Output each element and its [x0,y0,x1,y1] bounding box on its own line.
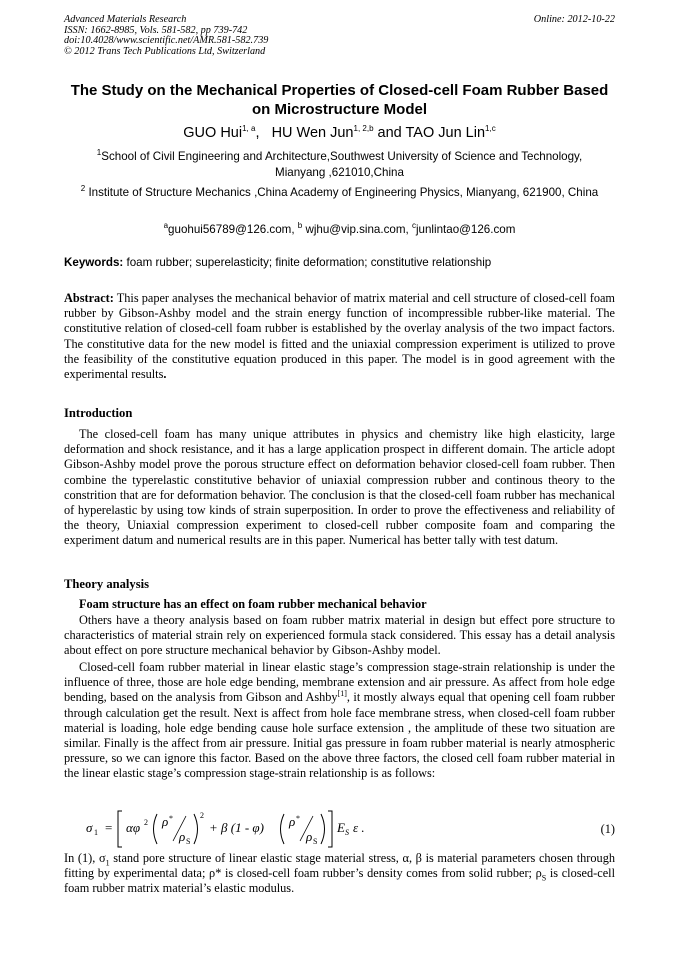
affiliation-2 [72,185,607,201]
abstract-text: This paper analyses the mechanical behavior of matrix material and cell structure of closed-cell foam rubber by Gibson-Ashby model and the strain energy function of incompressible rubber-like material. The constitutive relation of closed-cell foam rubber is established by the overlay analysis of the two impact factors. The constitutive data for the new model is fitted and the uniaxial compression experiment is utilized to prove the feasibility of the constitutive equation produced in this paper. The model is in good agreement with the experimental results [64,291,619,382]
paragraph-text: is closed-cell foam rubber matrix material’s elastic modulus. [64,866,615,896]
equation-1 [64,806,615,852]
affiliation-text: Institute of Structure Mechanics ,China Academy of Engineering Physics, Mianyang, 621900, China [85,186,599,199]
paper-title: The Study on the Mechanical Properties of Closed-cell Foam Rubber Based on Microstructure Model [70,82,609,118]
equation-number: (1) [600,822,615,836]
author-name: TAO Jun Lin [405,125,486,141]
paragraph-text: , it mostly always equal that opening cell foam rubber through calculation get the result. Next is affect from hole face membrane stress, when closed-cell foam rubber material is loading, hole edge bending cause hole surface extension , the amplitude of these two situation are similar. Finally is the affect from air pressure. Initial gas pressure in foam rubber material is nearly atmospheric pressure, so we can ignore this factor. Based on the above three factors, the closed cell foam rubber material in the linear elastic stage’s compression stage-strain relationship is as follows: [64,690,616,781]
paragraph-text: In (1), σ [64,851,106,865]
author-superscript: 1, 2,b [353,124,374,134]
author-separator: and [373,125,406,141]
eq-e: E [337,820,345,835]
author-list [64,124,615,142]
email-address: guohui56789@126.com, [168,223,298,236]
affiliation-number: 2 [80,184,86,194]
affiliation-1 [72,149,607,181]
keywords-label: Keywords: [64,256,124,269]
email-address: wjhu@vip.sina.com, [302,223,412,236]
keywords [64,256,615,270]
subsection-heading: Foam structure has an effect on foam rubber mechanical behavior [79,597,427,611]
email-address: junlintao@126.com [415,223,516,236]
abstract-end: . [163,367,167,382]
paragraph-text: stand pore structure of linear elastic stage material stress, α, β is material parameters chosen through fitting by experimental data; ρ* is closed-cell foam rubber’s density comes from solid rubber; ρ [64,851,615,881]
equation-explanation [64,851,615,897]
eq-star: * [169,814,173,823]
bracket-right [328,811,332,847]
online-date: Online: 2012-10-22 [533,14,615,25]
paren-left [154,814,158,844]
subscript: 1 [105,858,110,868]
eq-s-sub: S [186,837,191,846]
paren-left [281,814,285,844]
eq-star: * [296,814,300,823]
affiliation-number: 1 [96,148,102,158]
eq-rho-star: ρ [162,814,169,829]
theory-paragraph-2 [64,660,615,782]
eq-lhs: σ [86,820,93,835]
email-line [64,223,615,237]
abstract-label: Abstract: [64,291,114,305]
eq-alpha-phi: αφ [126,820,141,835]
author-superscript: 1,c [485,124,496,134]
theory-paragraph-1: Others have a theory analysis based on foam rubber matrix material in design but effect pore structure to characteristics of material strain rely on experienced formula stack considered. This essay has a detail analysis about effect on pore structure mechanical behavior by Gibson-Ashby model. [64,613,615,658]
subscript: S [541,873,547,883]
keywords-text: foam rubber; superelasticity; finite deformation; constitutive relationship [123,256,492,269]
eq-lhs-sub: 1 [94,828,98,837]
journal-header [64,15,615,57]
email-superscript: a [163,221,169,231]
author-separator: , [255,125,272,141]
author-superscript: 1, a [242,124,256,134]
author-name: GUO Hui [183,125,243,141]
doi-line: doi:10.4028/www.scientific.net/AMR.581-582.739 [64,35,269,47]
eq-rho-s: ρ [179,829,186,844]
email-superscript: c [411,221,416,231]
copyright-line: © 2012 Trans Tech Publications Ltd, Switzerland [64,45,266,57]
eq-equals: = [105,820,113,835]
equation-graphic [64,806,615,852]
introduction-paragraph: The closed-cell foam has many unique attributes in physics and chemistry like high elasticity, large deformation and shock resistance, and it has a large application prospect in different domain. The article adopt Gibson-Ashby model prove the porous structure effect on deformation behavior closed-cell foam rubber. Then combine the typerelastic constitutive behavior of uniaxial compression rubber and continous theory to the constrition that are for deformation behavior. The conclusion is that the closed-cell foam rubber has mechanical of hyperelastic by using tow kinds of strain superposition. In order to prove the effectiveness and reliability of the theory, Uniaxial compression experiment to closed-cell rubber composite foam and comparing the experiment datum and numerical results are in this paper. Numerical has better tally with test datum. [64,427,615,548]
journal-name: Advanced Materials Research [64,14,187,25]
author-name: HU Wen Jun [271,125,354,141]
bracket-left [118,811,122,847]
eq-square: 2 [200,811,204,820]
eq-rho-s: ρ [306,829,313,844]
affiliation-text: School of Civil Engineering and Architecture,Southwest University of Science and Technology, Mianyang ,621010,China [101,150,583,179]
paren-right [194,814,198,844]
eq-e-sub: S [345,828,349,837]
email-superscript: b [297,221,303,231]
paren-right [321,814,325,844]
eq-s-sub: S [313,837,318,846]
citation-ref: [1] [337,689,347,699]
issn-line: ISSN: 1662-8985, Vols. 581-582, pp 739-742 [64,24,248,36]
paragraph-text: Closed-cell foam rubber material in linear elastic stage’s compression stage-strain relationship is under the influence of three, those are hole edge bending, membrane extension and air pressure. As affect from hole edge bending, based on the analysis from Gibson and Ashby [64,660,615,705]
eq-plus-beta: + β (1 - φ) [209,820,264,835]
eq-epsilon: ε . [353,820,365,835]
section-heading-introduction: Introduction [64,406,133,420]
eq-square: 2 [144,818,148,827]
section-heading-theory: Theory analysis [64,577,150,591]
abstract [64,291,619,382]
eq-rho-star: ρ [289,814,296,829]
